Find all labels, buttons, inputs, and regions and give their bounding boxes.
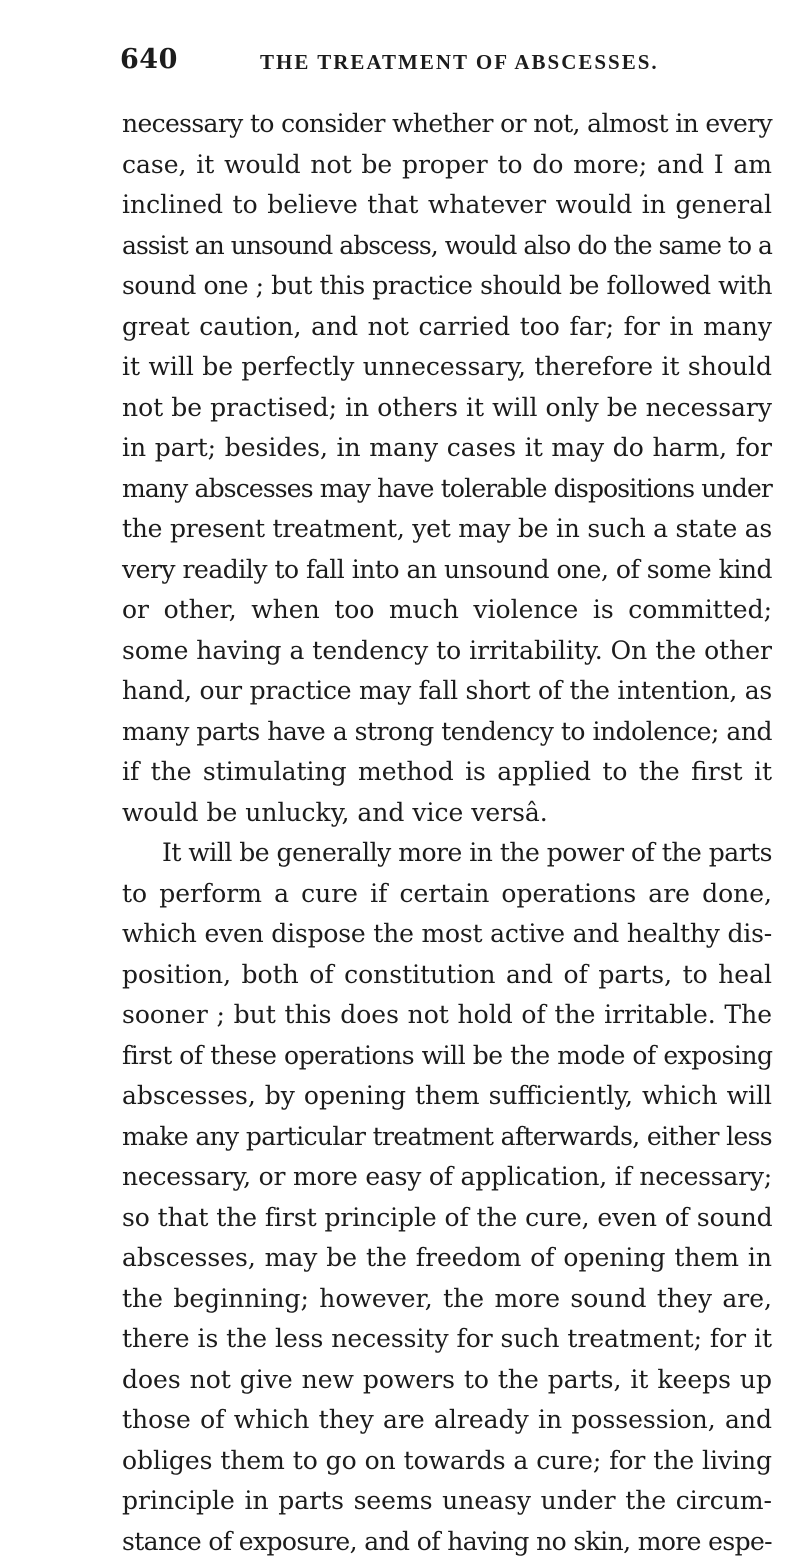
text-line: position, both of constitution and of parts, to heal	[122, 955, 772, 996]
text-line: sooner ; but this does not hold of the irritable. The	[122, 995, 772, 1036]
text-line: the present treatment, yet may be in such a state as	[122, 509, 772, 550]
text-line: great caution, and not carried too far; for in many	[122, 307, 772, 348]
text-line: hand, our practice may fall short of the intention, as	[122, 671, 772, 712]
text-line: abscesses, may be the freedom of opening them in	[122, 1238, 772, 1279]
text-line: which even dispose the most active and healthy dis-	[122, 914, 772, 955]
text-line: not be practised; in others it will only be necessary	[122, 388, 772, 429]
text-line: obliges them to go on towards a cure; for the living	[122, 1441, 772, 1482]
text-line: the beginning; however, the more sound they are,	[122, 1279, 772, 1320]
text-line: it will be perfectly unnecessary, therefore it should	[122, 347, 772, 388]
text-line: assist an unsound abscess, would also do the same to a	[122, 226, 772, 267]
text-line: in part; besides, in many cases it may do harm, for	[122, 428, 772, 469]
page-header	[120, 44, 650, 84]
text-line: there is the less necessity for such treatment; for it	[122, 1319, 772, 1360]
text-line: make any particular treatment afterwards, either less	[122, 1117, 772, 1158]
text-line: if the stimulating method is applied to the first it	[122, 752, 772, 793]
text-line: case, it would not be proper to do more; and I am	[122, 145, 772, 186]
running-head: THE TREATMENT OF ABSCESSES.	[260, 50, 659, 75]
text-line: principle in parts seems uneasy under the circum-	[122, 1481, 772, 1522]
text-line: abscesses, by opening them sufficiently, which will	[122, 1076, 772, 1117]
text-line: many abscesses may have tolerable dispositions under	[122, 469, 772, 510]
text-line: It will be generally more in the power of the parts	[122, 833, 772, 874]
text-line: stance of exposure, and of having no skin, more espe-	[122, 1522, 772, 1562]
text-line: to perform a cure if certain operations are done,	[122, 874, 772, 915]
text-line: does not give new powers to the parts, it keeps up	[122, 1360, 772, 1401]
text-line: sound one ; but this practice should be followed with	[122, 266, 772, 307]
text-line: many parts have a strong tendency to indolence; and	[122, 712, 772, 753]
text-line: some having a tendency to irritability. On the other	[122, 631, 772, 672]
text-line: those of which they are already in possession, and	[122, 1400, 772, 1441]
text-line: inclined to believe that whatever would in general	[122, 185, 772, 226]
text-line: first of these operations will be the mode of exposing	[122, 1036, 772, 1077]
page-number: 640	[120, 44, 178, 75]
text-line: or other, when too much violence is committed;	[122, 590, 772, 631]
text-line: so that the first principle of the cure, even of sound	[122, 1198, 772, 1239]
text-line: necessary, or more easy of application, if necessary;	[122, 1157, 772, 1198]
text-line: necessary to consider whether or not, almost in every	[122, 104, 772, 145]
body-text	[122, 104, 772, 1562]
text-line: very readily to fall into an unsound one, of some kind	[122, 550, 772, 591]
text-line: would be unlucky, and vice versâ.	[122, 793, 772, 834]
